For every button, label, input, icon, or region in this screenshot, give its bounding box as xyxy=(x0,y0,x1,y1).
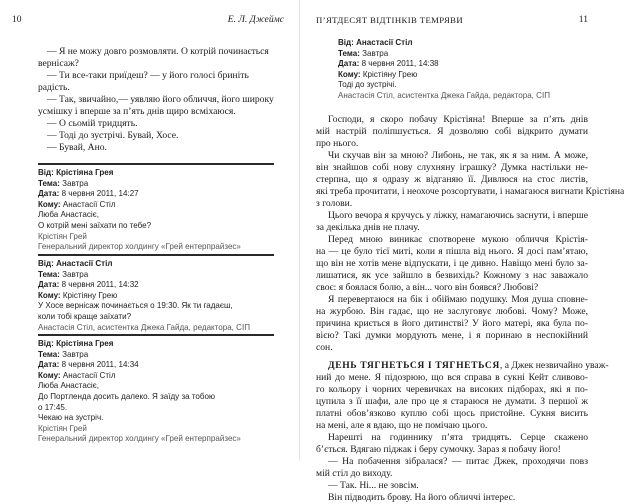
email-body-line: До Портленда досить далеко. Я заїду за тобою xyxy=(38,391,216,401)
dialogue-line: — Ти все-таки приїдеш? — у його голосі бриніть xyxy=(47,70,249,81)
email-body-line: Тоді до зустрічі. xyxy=(338,80,397,90)
body-line: го кольору і чорних черевичках на високих підборах, які я по- xyxy=(316,384,588,395)
email-date: 8 червня 2011, 14:38 xyxy=(361,59,439,69)
email-date: 8 червня 2011, 14:27 xyxy=(61,189,139,199)
body-line: Я перевертаюся на бік і обіймаю подушку. Моя душа сповне- xyxy=(328,294,588,305)
body-line: мій настрій поліпшується. Я дозволяю собі відкрито думати xyxy=(316,126,588,137)
body-line: цупила з її шафи, але про це я стараюся не думати. З першої ж xyxy=(316,396,588,407)
body-line: мій стіл до виходу. xyxy=(316,468,393,479)
body-line: він знайшов собі нову слухняну іграшку? Думка настільки не- xyxy=(316,162,588,173)
email-from: Анастасії Стіл xyxy=(56,259,113,268)
email-from-label: Від: xyxy=(38,339,54,348)
email-body-line: коли тобі краще заїхати? xyxy=(38,311,132,321)
email-date-label: Дата: xyxy=(38,360,60,370)
page-number: 11 xyxy=(578,14,588,25)
email-from: Анастасії Стіл xyxy=(356,38,413,47)
body-line: Перед мною виникає спотворене мукою обличчя Крістія- xyxy=(328,234,588,245)
body-line: причина криється в його дитинстві? У його матері, яка була по- xyxy=(316,318,588,329)
body-line: — Так. Ні... не зовсім. xyxy=(328,480,419,491)
body-line: Цього вечора я кручусь у ліжку, намагаючись заснути, і вперше xyxy=(328,210,589,221)
body-paragraph xyxy=(316,480,588,492)
body-line: ний до мене. Я підозрюю, що вся справа в сукні Кейт сливово- xyxy=(316,372,588,383)
dialogue-line: вернісаж? xyxy=(38,58,79,69)
body-paragraph xyxy=(316,150,624,210)
email-from: Крістіяна Грея xyxy=(56,168,114,177)
section-lead-in: ДЕНЬ ТЯГНЕТЬСЯ І ТЯГНЕТЬСЯ xyxy=(328,360,500,371)
email-from-label: Від: xyxy=(38,168,54,177)
body-line: Господи, я скоро побачу Крістіяна! Вперше за п’ять днів xyxy=(328,114,588,125)
body-paragraph xyxy=(316,432,588,456)
email-date-label: Дата: xyxy=(38,280,60,290)
email-subject-label: Тема: xyxy=(38,269,60,279)
body-line: вією? Такі думки мордують мене, і я поринаю в неспокійний xyxy=(316,330,588,341)
body-line: за декілька днів не плачу. xyxy=(316,222,420,233)
email-date: 8 червня 2011, 14:32 xyxy=(61,280,139,290)
email-to-label: Кому: xyxy=(38,290,61,300)
email-body-line: О котрій мені заїхати по тебе? xyxy=(38,220,152,230)
running-head-author: Е. Л. Джеймс xyxy=(227,14,284,25)
body-paragraph xyxy=(316,360,609,432)
body-line: на журбою. Він гадає, що не заслуговує любові. Чому? Може, xyxy=(316,306,588,317)
email-to: Крістіяну Грею xyxy=(62,290,118,300)
running-head-title: П’ЯТДЕСЯТ ВІДТІНКІВ ТЕМРЯВИ xyxy=(316,15,464,25)
email-subject: Завтра xyxy=(362,48,389,58)
email-date: 8 червня 2011, 14:34 xyxy=(61,360,139,370)
body-line: платні обов’язково куплю собі щось пристойне. Сукня висить xyxy=(316,408,588,419)
email-body-line: Люба Анастасіє, xyxy=(38,210,99,220)
dialogue-block xyxy=(38,46,286,154)
body-line: б’ється. Вдягаю піджак і беру сумочку. Зараз я побачу його! xyxy=(316,444,561,455)
email-message xyxy=(38,334,274,445)
email-subject-label: Тема: xyxy=(38,178,60,188)
email-from-label: Від: xyxy=(338,38,354,47)
chapter-break-line: ДЕНЬ ТЯГНЕТЬСЯ І ТЯГНЕТЬСЯ, а Джек незвичайно уваж- xyxy=(328,360,609,371)
email-subject: Завтра xyxy=(62,349,89,359)
dialogue-line: — О сьомій тридцять. xyxy=(47,118,138,129)
body-line: які треба прочитати, і неохоче розсортувати, і намагаюся вигнати Крістіяна xyxy=(316,186,624,197)
email-signature: Анастасія Стіл, асистентка Джека Гайда, редактора, СІП xyxy=(338,90,550,100)
email-to: Крістіяну Грею xyxy=(362,69,418,79)
email-signature: Крістіян Грей xyxy=(38,231,87,241)
left-page xyxy=(0,0,300,461)
body-line: з голови. xyxy=(316,198,353,209)
email-date-label: Дата: xyxy=(38,189,60,199)
body-line: що він не хотів мене відпускати, і це дивно. Навіщо мені було за- xyxy=(316,258,588,269)
email-message xyxy=(338,38,574,102)
body-line: Нарешті на годиннику п’ята тридцять. Серце скажено xyxy=(328,432,588,443)
email-subject: Завтра xyxy=(62,269,89,279)
body-line: про нього. xyxy=(316,138,359,149)
email-from: Крістіяна Грея xyxy=(56,339,114,348)
email-to-label: Кому: xyxy=(38,370,61,380)
body-line: на мені, але я вдаю, що не помічаю цього. xyxy=(316,420,488,431)
body-paragraph xyxy=(316,210,588,234)
right-page-header xyxy=(316,14,588,26)
email-body-line: Чекаю на зустріч. xyxy=(38,413,104,423)
email-message xyxy=(38,254,274,333)
body-line: Він підводить брову. На його обличчі інтерес. xyxy=(328,492,516,503)
body-line: на — це було тієї миті, коли я пішла від нього. Я досі пам’ятаю, xyxy=(316,246,588,257)
body-line: — На побачення зібралася? — питає Джек, проходячи повз xyxy=(328,456,588,467)
body-text xyxy=(316,114,624,504)
dialogue-line: радість. xyxy=(38,82,70,93)
body-paragraph xyxy=(316,294,588,354)
dialogue-line: усмішку і вперше за п’ять днів щиро всміхаюся. xyxy=(38,106,236,117)
email-to-label: Кому: xyxy=(338,69,361,79)
email-subject-label: Тема: xyxy=(338,48,360,58)
body-paragraph xyxy=(316,114,588,150)
email-to: Анастасії Стіл xyxy=(62,199,116,209)
body-line: сон. xyxy=(316,342,333,353)
body-line: лишатися, як усе зайшло в безвихідь? Кожному з нас заважало xyxy=(316,270,588,281)
body-paragraph xyxy=(316,456,588,480)
dialogue-line: — Тоді до зустрічі. Бувай, Хосе. xyxy=(47,130,179,141)
email-message xyxy=(38,163,274,253)
body-paragraph xyxy=(316,492,588,504)
email-from-label: Від: xyxy=(38,259,54,268)
email-subject: Завтра xyxy=(62,178,89,188)
email-signature: Крістіян Грей xyxy=(38,423,87,433)
email-signature: Генеральний директор холдингу «Грей ентерпрайзес» xyxy=(38,434,241,444)
dialogue-line: — Бувай, Ано. xyxy=(47,142,107,153)
body-line: своє: я боялася болю, а він... чого він боявся? Любові? xyxy=(316,282,539,293)
page-number: 10 xyxy=(12,14,22,25)
email-to: Анастасії Стіл xyxy=(62,370,116,380)
body-line: стерпна, що я одразу ж відганяю її. Дивлюся на стос листів, xyxy=(316,174,588,185)
email-to-label: Кому: xyxy=(38,199,61,209)
body-line: Чи скучав він за мною? Либонь, не так, як я за ним. А може, xyxy=(328,150,588,161)
email-body-line: Люба Анастасіє, xyxy=(38,381,99,391)
email-date-label: Дата: xyxy=(338,59,360,69)
left-page-header xyxy=(12,14,284,26)
email-subject-label: Тема: xyxy=(38,349,60,359)
dialogue-line: — Я не можу довго розмовляти. О котрій починається xyxy=(47,46,269,57)
email-body-line: о 17:45. xyxy=(38,402,68,412)
email-signature: Генеральний директор холдингу «Грей ентерпрайзес» xyxy=(38,242,241,252)
email-signature: Анастасія Стіл, асистентка Джека Гайда, редактора, СІП xyxy=(38,322,250,332)
dialogue-line: — Так, звичайно,— уявляю його обличчя, його широку xyxy=(47,94,274,105)
body-paragraph xyxy=(316,234,588,294)
email-body-line: У Хосе вернісаж починається о 19:30. Як ти гадаєш, xyxy=(38,301,233,311)
